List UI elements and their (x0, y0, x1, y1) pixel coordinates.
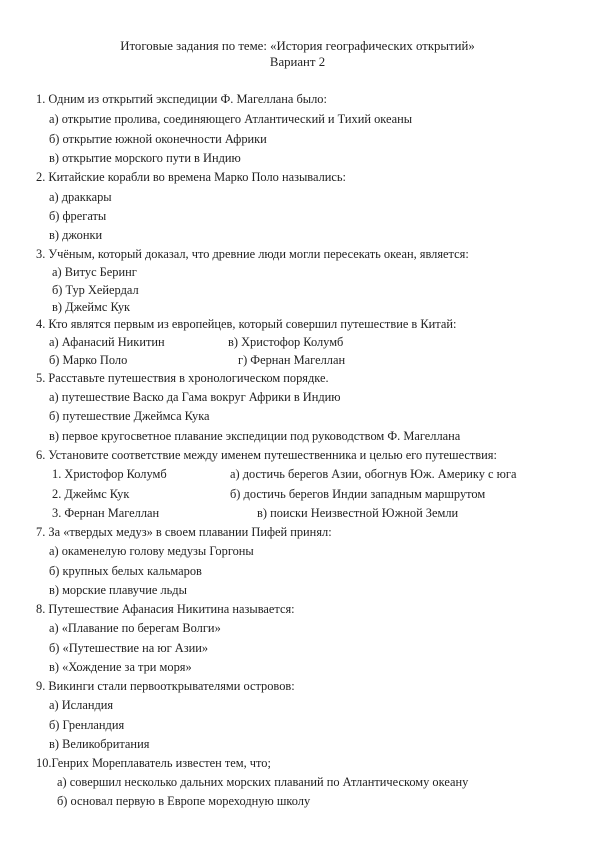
question-10: 10.Генрих Мореплаватель известен тем, что; (36, 756, 271, 770)
q5-option-c: в) первое кругосветное плавание экспедиции под руководством Ф. Магеллана (49, 429, 461, 443)
q4-option-a: а) Афанасий Никитин (49, 335, 165, 349)
q7-option-b: б) крупных белых кальмаров (49, 564, 202, 578)
q4-option-v: в) Христофор Колумб (228, 335, 344, 349)
q6-goal-v: в) поиски Неизвестной Южной Земли (257, 506, 459, 520)
q3-option-b: б) Тур Хейердал (52, 283, 139, 297)
question-7: 7. За «твердых медуз» в своем плавании Пифей принял: (36, 525, 332, 539)
q6-name-1: 1. Христофор Колумб (52, 467, 167, 481)
q1-option-b: б) открытие южной оконечности Африки (49, 132, 267, 146)
q3-option-c: в) Джеймс Кук (52, 300, 131, 314)
q9-option-a: а) Исландия (49, 698, 114, 712)
q1-option-c: в) открытие морского пути в Индию (49, 151, 241, 165)
question-6: 6. Установите соответствие между именем путешественника и целью его путешествия: (36, 448, 497, 462)
q6-name-3: 3. Фернан Магеллан (52, 506, 160, 520)
question-9: 9. Викинги стали первооткрывателями островов: (36, 679, 295, 693)
q10-option-b: б) основал первую в Европе мореходную школу (57, 794, 311, 808)
question-2: 2. Китайские корабли во времена Марко Поло назывались: (36, 170, 346, 184)
question-1: 1. Одним из открытий экспедиции Ф. Магеллана было: (36, 92, 327, 106)
q2-option-b: б) фрегаты (49, 209, 107, 223)
q5-option-a: а) путешествие Васко да Гама вокруг Африки в Индию (49, 390, 341, 404)
page-title: Итоговые задания по теме: «История географических открытий» (120, 39, 475, 53)
q2-option-a: а) драккары (49, 190, 112, 204)
q6-name-2: 2. Джеймс Кук (52, 487, 130, 501)
q9-option-c: в) Великобритания (49, 737, 150, 751)
question-4: 4. Кто являтся первым из европейцев, который совершил путешествие в Китай: (36, 317, 457, 331)
q8-option-b: б) «Путешествие на юг Азии» (49, 641, 209, 655)
question-3: 3. Учёным, который доказал, что древние люди могли пересекать океан, является: (36, 247, 469, 261)
q5-option-b: б) путешествие Джеймса Кука (49, 409, 210, 423)
q8-option-c: в) «Хождение за три моря» (49, 660, 192, 674)
variant-label: Вариант 2 (269, 55, 326, 69)
q1-option-a: а) открытие пролива, соединяющего Атлантический и Тихий океаны (49, 112, 413, 126)
q2-option-c: в) джонки (49, 228, 103, 242)
question-5: 5. Расставьте путешествия в хронологическом порядке. (36, 371, 329, 385)
q8-option-a: а) «Плавание по берегам Волги» (49, 621, 221, 635)
q3-option-a: а) Витус Беринг (52, 265, 137, 279)
q6-goal-b: б) достичь берегов Индии западным маршрутом (230, 487, 486, 501)
q4-option-b: б) Марко Поло (49, 353, 128, 367)
q9-option-b: б) Гренландия (49, 718, 125, 732)
question-8: 8. Путешествие Афанасия Никитина называется: (36, 602, 295, 616)
q10-option-a: а) совершил несколько дальних морских плаваний по Атлантическому океану (57, 775, 469, 789)
q6-goal-a: а) достичь берегов Азии, обогнув Юж. Америку с юга (230, 467, 517, 481)
q7-option-c: в) морские плавучие льды (49, 583, 187, 597)
q4-option-g: г) Фернан Магеллан (238, 353, 346, 367)
q7-option-a: а) окаменелую голову медузы Горгоны (49, 544, 254, 558)
